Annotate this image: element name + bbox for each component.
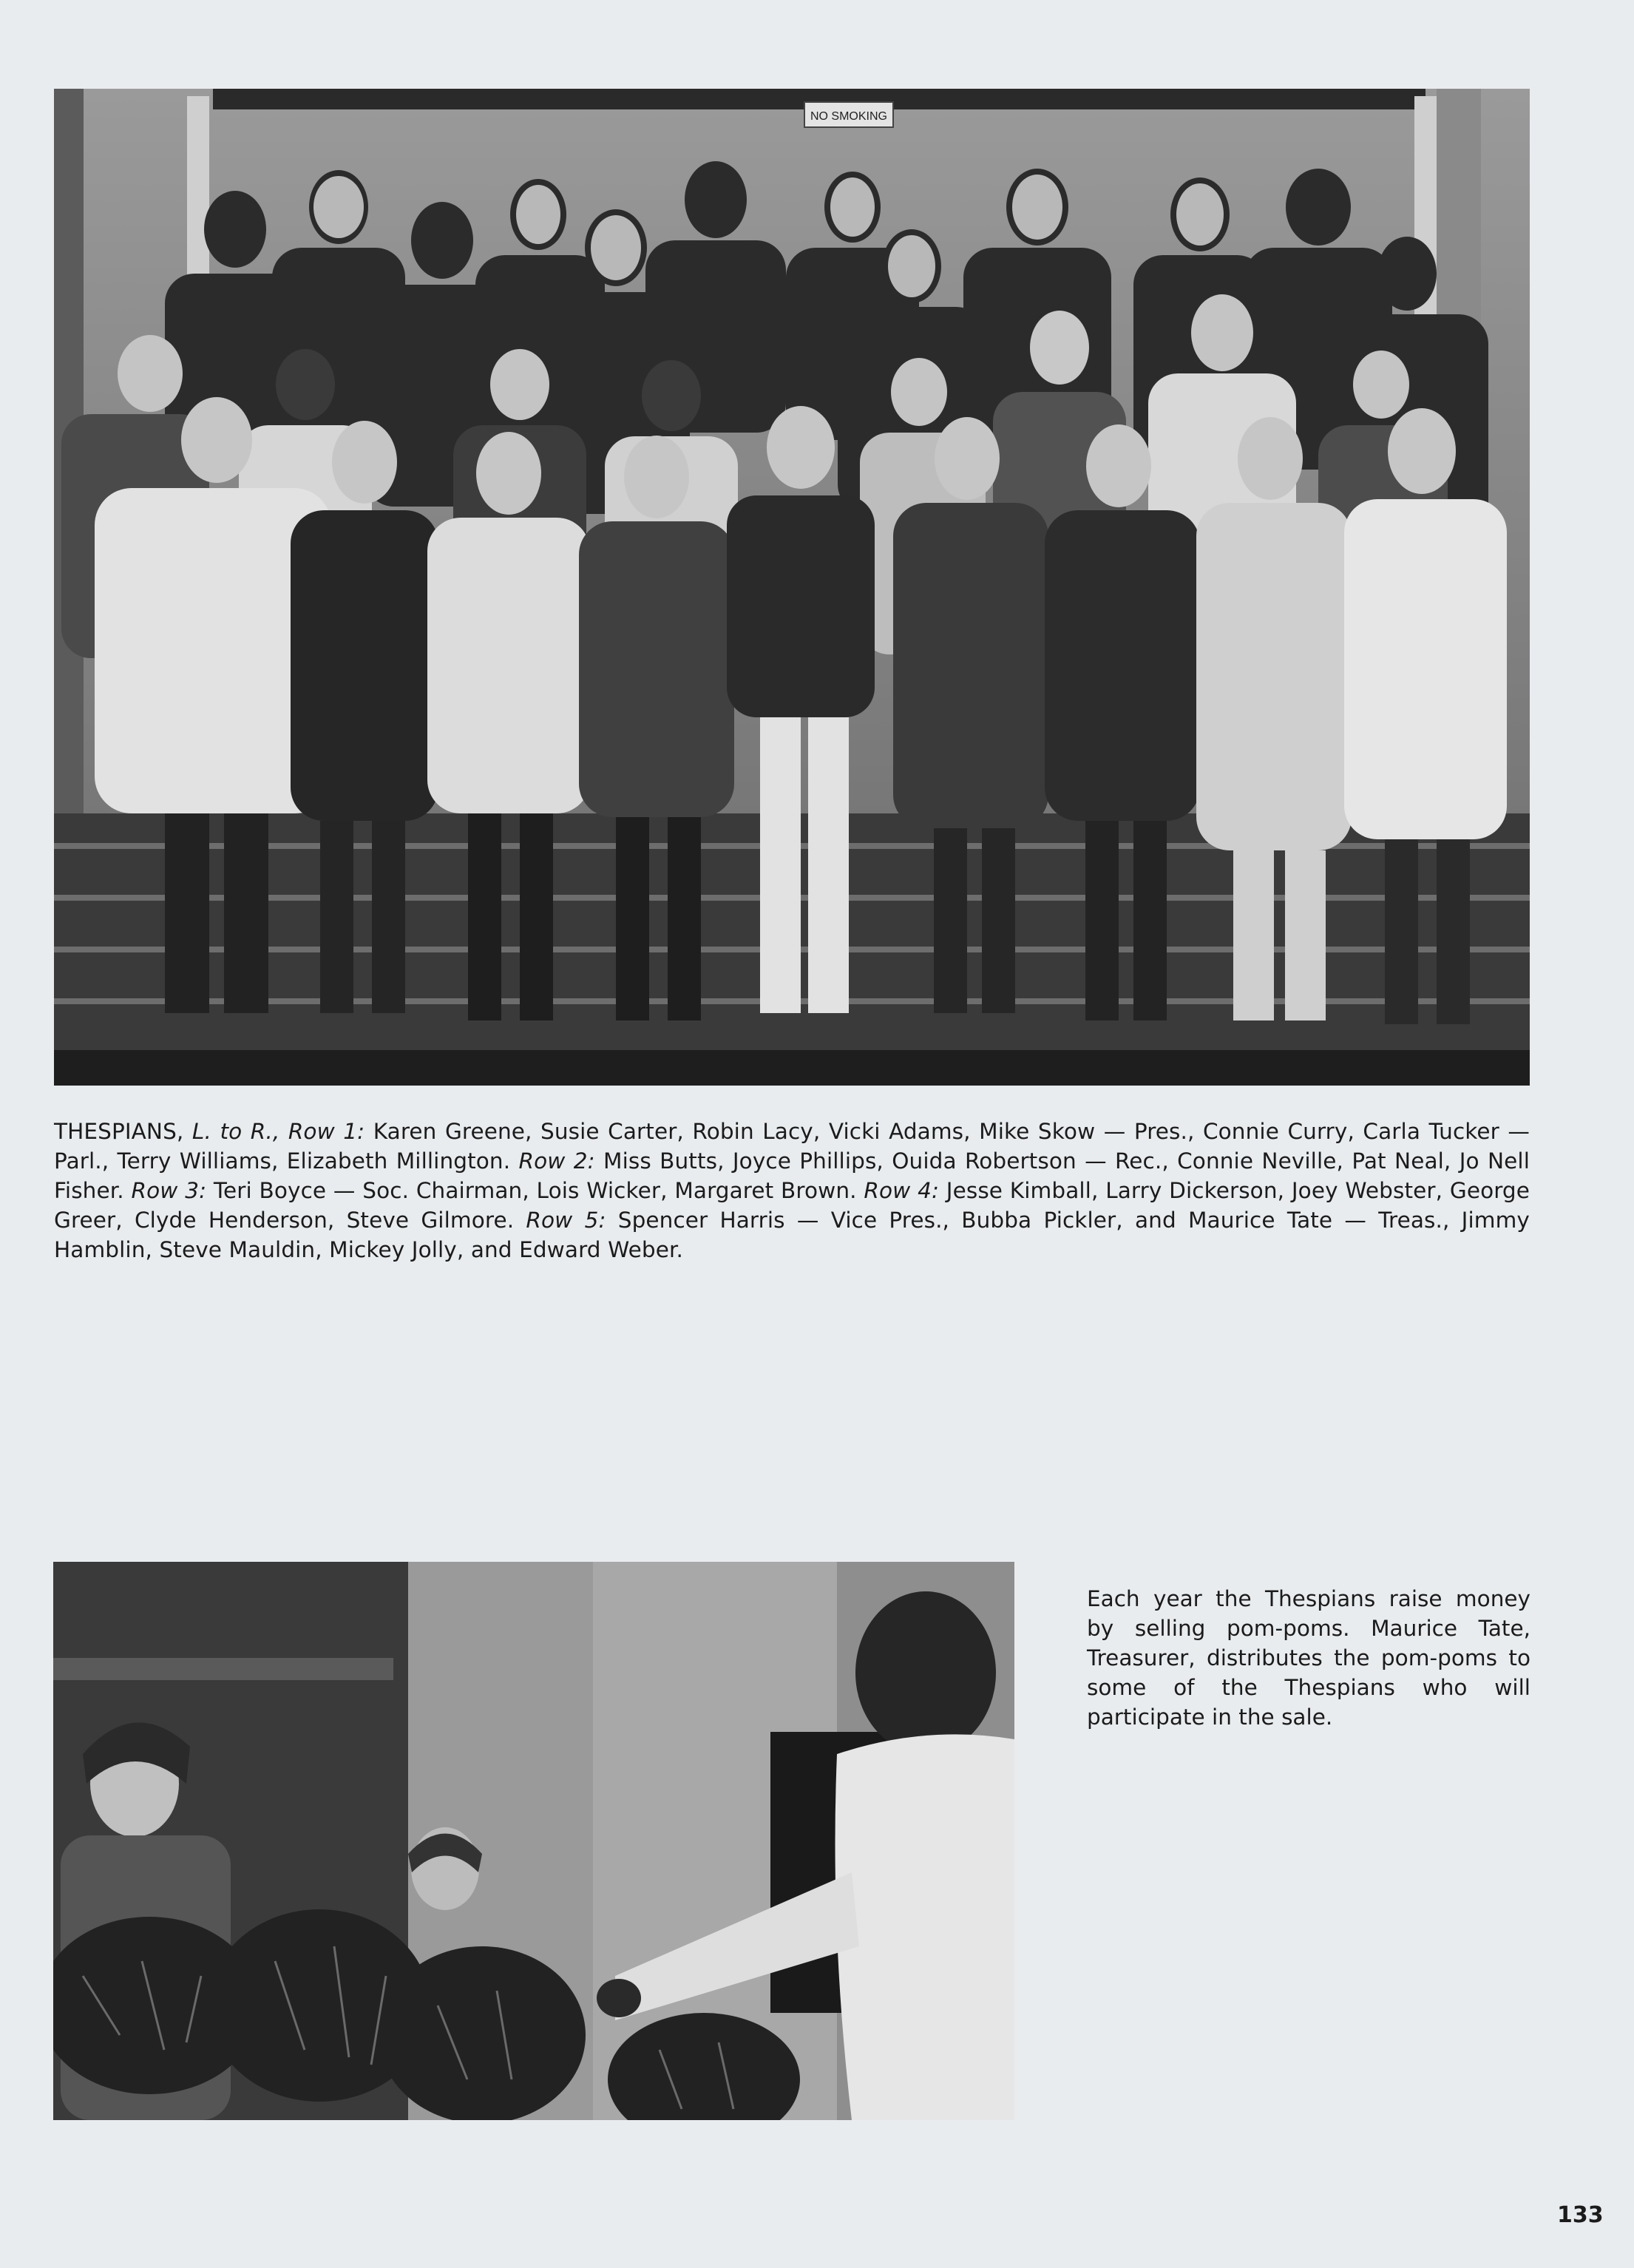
pom-pom-photo xyxy=(53,1562,1014,2120)
caption-row-4-names: Jesse Kimball, Larry Dickerson, Joey Webster, George Greer, Clyde Henderson, Steve Gilmore. xyxy=(54,1178,1530,1233)
caption-row-marker: Row 2: xyxy=(518,1148,595,1174)
caption-row-2-names: Miss Butts, Joyce Phillips, Ouida Robertson — Rec., Connie Neville, Pat Neal, Jo Nell Fisher. xyxy=(54,1148,1530,1203)
caption-row-5-names: Spencer Harris — Vice Pres., Bubba Pickler, and Maurice Tate — Treas., Jimmy Hamblin, Steve Mauldin, Mickey Jolly, and Edward Weber. xyxy=(54,1208,1530,1262)
group-photo-image xyxy=(54,89,1530,1086)
caption-row-marker: Row 4: xyxy=(864,1178,940,1203)
caption-row-marker: L. to R., Row 1: xyxy=(191,1119,365,1144)
caption-club-name: THESPIANS, xyxy=(54,1119,192,1144)
group-photo xyxy=(54,89,1530,1086)
pom-pom-photo-image xyxy=(53,1562,1014,2120)
group-photo-caption xyxy=(54,1117,1530,1265)
no-smoking-sign: NO SMOKING xyxy=(810,110,888,123)
caption-row-1-names: Karen Greene, Susie Carter, Robin Lacy, Vicki Adams, Mike Skow — Pres., Connie Curry, Carla Tucker — Parl., Terry Williams, Elizabeth Millington. xyxy=(54,1119,1530,1174)
page-number: 133 xyxy=(1557,2202,1604,2228)
caption-row-marker: Row 3: xyxy=(131,1178,207,1203)
caption-row-3-names: Teri Boyce — Soc. Chairman, Lois Wicker, Margaret Brown. xyxy=(206,1178,864,1203)
pom-pom-caption: Each year the Thespians raise money by selling pom-poms. Maurice Tate, Treasurer, distributes the pom-poms to some of the Thespians who will participate in the sale. xyxy=(1087,1586,1530,1730)
caption-row-marker: Row 5: xyxy=(526,1208,606,1233)
